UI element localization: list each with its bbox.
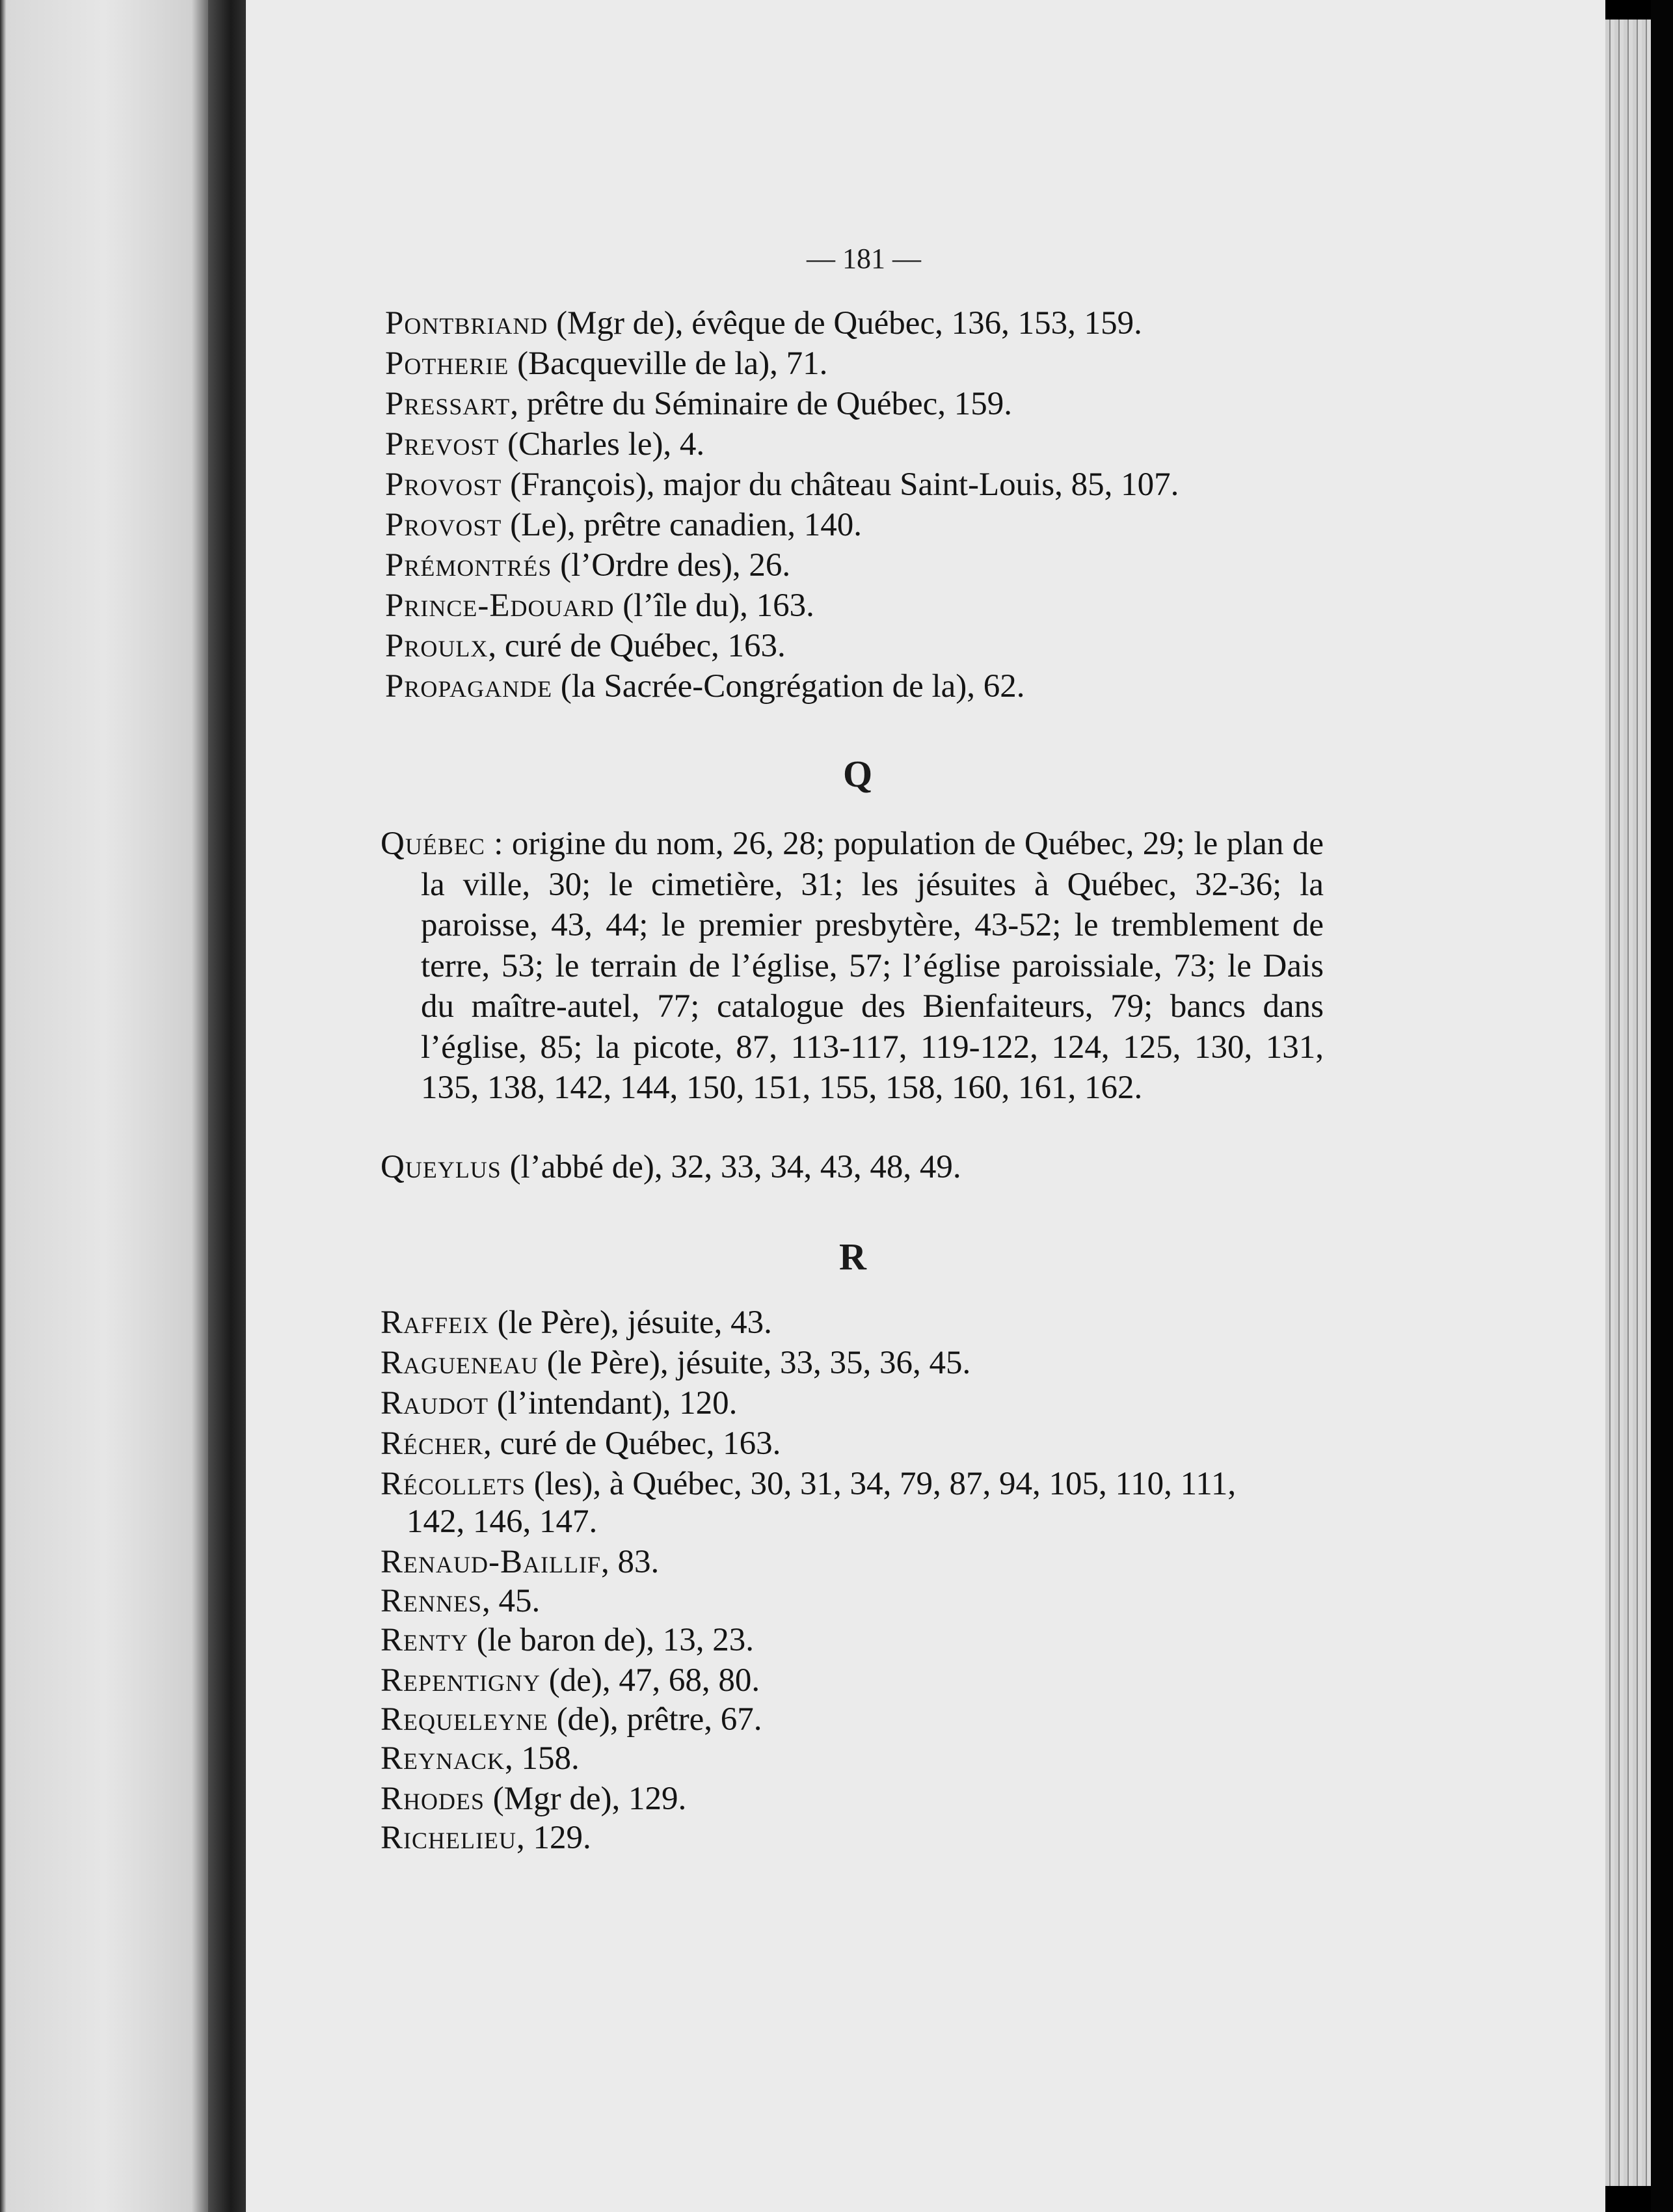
index-entry — [385, 303, 1142, 344]
index-entry — [385, 505, 862, 545]
entry-head: Renty — [381, 1622, 468, 1658]
entry-head: Proulx — [385, 628, 489, 664]
entry-head: Prince-Edouard — [385, 587, 615, 624]
entry-text: (l’Ordre des), 26. — [552, 547, 791, 584]
entry-text: (Mgr de), évêque de Québec, 136, 153, 159. — [548, 305, 1142, 342]
entry-text: (Bacqueville de la), 71. — [509, 345, 828, 382]
entry-head: Queylus — [381, 1149, 502, 1185]
index-entry — [381, 1343, 970, 1383]
index-entry — [381, 1383, 737, 1423]
entry-text: : origine du nom, 26, 28; population de Québec, 29; le plan de la ville, 30; le cimetière, 31; les jésuites à Québec, 32-36; la paroisse, 43, 44; le premier presbytère, 43-52; le tremblement de terre, 53; le terrain de l’église, 57; l’église paroissiale, 73; le Dais du maître-autel, 77; catalogue des Bienfaiteurs, 79; bancs dans l’église, 85; la picote, 87, 113-117, 119-122, 124, 125, 130, 131, 135, 138, 142, 144, 150, 151, 155, 158, 160, 161, 162. — [421, 826, 1324, 1106]
index-entry — [385, 424, 704, 465]
index-entry — [381, 1302, 772, 1343]
entry-text: (Mgr de), 129. — [485, 1781, 687, 1817]
entry-text: (l’intendant), 120. — [489, 1385, 738, 1422]
index-entry — [381, 1147, 961, 1187]
index-entry — [385, 626, 786, 666]
entry-head: Raudot — [381, 1385, 489, 1422]
entry-head: Raffeix — [381, 1304, 490, 1341]
entry-text: , curé de Québec, 163. — [483, 1425, 781, 1462]
entry-head: Prevost — [385, 426, 500, 463]
entry-text: (de), 47, 68, 80. — [541, 1662, 760, 1699]
index-entry — [385, 344, 827, 384]
section-letter-r: R — [839, 1235, 866, 1278]
entry-text: (le Père), jésuite, 33, 35, 36, 45. — [539, 1345, 971, 1381]
scan-border — [1651, 0, 1673, 2212]
index-entry — [381, 1699, 762, 1740]
section-letter-q: Q — [843, 753, 873, 795]
index-entry — [381, 1542, 659, 1582]
entry-head: Provost — [385, 507, 502, 543]
entry-head: Reynack — [381, 1740, 505, 1777]
entry-text: (l’île du), 163. — [614, 587, 814, 624]
index-entry — [381, 1620, 754, 1660]
index-entry — [381, 1423, 781, 1464]
index-entry — [385, 545, 790, 586]
entry-text: (François), major du château Saint-Louis, 85, 107. — [502, 466, 1179, 503]
entry-head: Potherie — [385, 345, 509, 382]
page-edge-stack — [1605, 20, 1651, 2186]
entry-text: (Charles le), 4. — [499, 426, 705, 463]
entry-head: Requeleyne — [381, 1701, 548, 1738]
page-number: — 181 — — [807, 243, 921, 275]
entry-text: , 45. — [482, 1583, 541, 1619]
entry-head: Richelieu — [381, 1820, 516, 1856]
index-entry — [381, 1660, 760, 1701]
entry-head: Pressart — [385, 386, 511, 422]
entry-text: (la Sacrée-Congrégation de la), 62. — [552, 668, 1025, 705]
entry-text: (le Père), jésuite, 43. — [489, 1304, 772, 1341]
index-entry — [381, 1464, 1236, 1504]
entry-head: Propagande — [385, 668, 553, 705]
entry-head: Récollets — [381, 1466, 526, 1502]
book-gutter — [208, 0, 246, 2212]
index-entry — [385, 586, 814, 626]
entry-head: Rhodes — [381, 1781, 485, 1817]
entry-head: Pontbriand — [385, 305, 548, 342]
entry-text: (les), à Québec, 30, 31, 34, 79, 87, 94, 105, 110, 111, — [526, 1466, 1237, 1502]
index-entry — [385, 666, 1025, 707]
entry-text: (l’abbé de), 32, 33, 34, 43, 48, 49. — [501, 1149, 961, 1185]
index-entry — [381, 1738, 580, 1779]
entry-head: Québec — [381, 826, 485, 862]
index-entry-continuation — [407, 1502, 597, 1542]
entry-head: Prémontrés — [385, 547, 552, 584]
entry-text: , 83. — [600, 1544, 660, 1580]
entry-text: , 158. — [505, 1740, 580, 1777]
index-entry — [381, 1581, 540, 1621]
entry-text: , prêtre du Séminaire de Québec, 159. — [510, 386, 1013, 422]
entry-head: Ragueneau — [381, 1345, 539, 1381]
index-entry — [381, 1818, 591, 1858]
entry-head: Renaud-Baillif — [381, 1544, 601, 1580]
entry-text: (de), prêtre, 67. — [548, 1701, 762, 1738]
entry-text: (le baron de), 13, 23. — [468, 1622, 755, 1658]
index-entry — [385, 465, 1179, 505]
entry-text: , 129. — [516, 1820, 591, 1856]
index-entry — [385, 384, 1012, 424]
facing-page-edge — [0, 0, 208, 2212]
index-entry-quebec — [381, 824, 1324, 1109]
entry-head: Rennes — [381, 1583, 483, 1619]
entry-head: Récher — [381, 1425, 484, 1462]
entry-head: Repentigny — [381, 1662, 541, 1699]
entry-text: (Le), prêtre canadien, 140. — [502, 507, 863, 543]
index-entry — [381, 1779, 686, 1819]
entry-text: 142, 146, 147. — [407, 1504, 598, 1540]
entry-head: Provost — [385, 466, 502, 503]
entry-text: , curé de Québec, 163. — [488, 628, 786, 664]
